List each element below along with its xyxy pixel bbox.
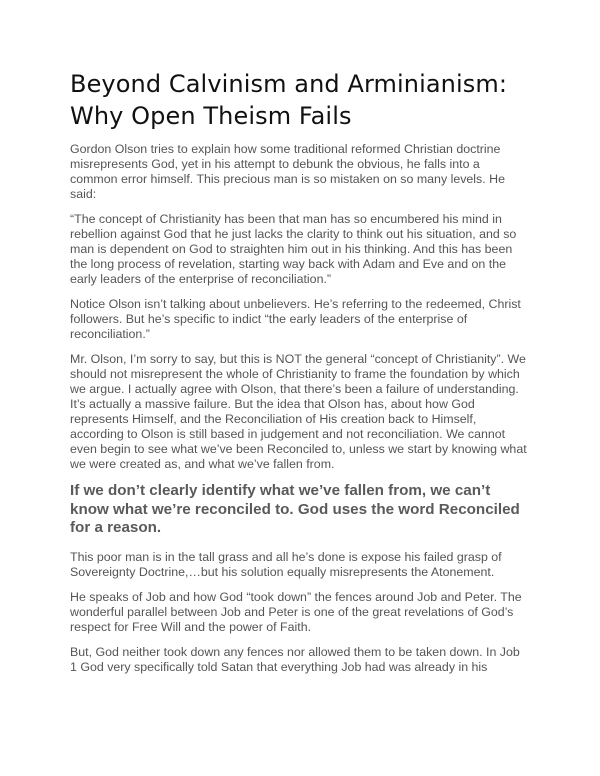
- paragraph-fences: But, God neither took down any fences nor allowed them to be taken down. In Job 1 God very specifically told Satan that everything Job had was already in his: [70, 644, 520, 674]
- document-title: Beyond Calvinism and Arminianism: Why Open Theism Fails: [70, 70, 508, 130]
- paragraph-notice: Notice Olson isn’t talking about unbelievers. He’s referring to the redeemed, Christ followers. But he’s specific to indict “the early leaders of the enterprise of reconciliation.”: [70, 297, 521, 341]
- paragraph-job-peter: He speaks of Job and how God “took down” the fences around Job and Peter. The wonderful parallel between Job and Peter is one of the great revelations of God’s respect for Free Will and the power of Faith.: [70, 589, 522, 634]
- paragraph-intro: Gordon Olson tries to explain how some traditional reformed Christian doctrine misrepresents God, yet in his attempt to debunk the obvious, he falls into a common error himself. This precious man is so mistaken on so many levels. He said:: [70, 142, 505, 201]
- paragraph-tall-grass: This poor man is in the tall grass and all he’s done is expose his failed grasp of Sovereignty Doctrine,…but his solution equally misrepresents the Atonement.: [70, 549, 502, 579]
- section-heading: If we don’t clearly identify what we’ve fallen from, we can’t know what we’re reconciled to. God uses the word Reconciled for a reason.: [70, 482, 520, 536]
- paragraph-mr-olson: Mr. Olson, I’m sorry to say, but this is NOT the general “concept of Christianity”. We should not misrepresent the whole of Christianity to frame the foundation by which we argue. I actually agree with Olson, that there’s been a failure of understanding. It’s actually a massive failure. But the idea that Olson has, about how God represents Himself, and the Reconciliation of His creation back to Himself, according to Olson is still based in judgement and not reconciliation. We cannot even begin to see what we’ve been Reconciled to, unless we start by knowing what we were created as, and what we’ve fallen from.: [70, 352, 527, 471]
- paragraph-quote: “The concept of Christianity has been that man has so encumbered his mind in rebellion against God that he just lacks the clarity to think out his situation, and so man is dependent on God to straighten him out in his thinking. And this has been the long process of revelation, starting way back with Adam and Eve and on the early leaders of the enterprise of reconciliation.”: [70, 212, 517, 286]
